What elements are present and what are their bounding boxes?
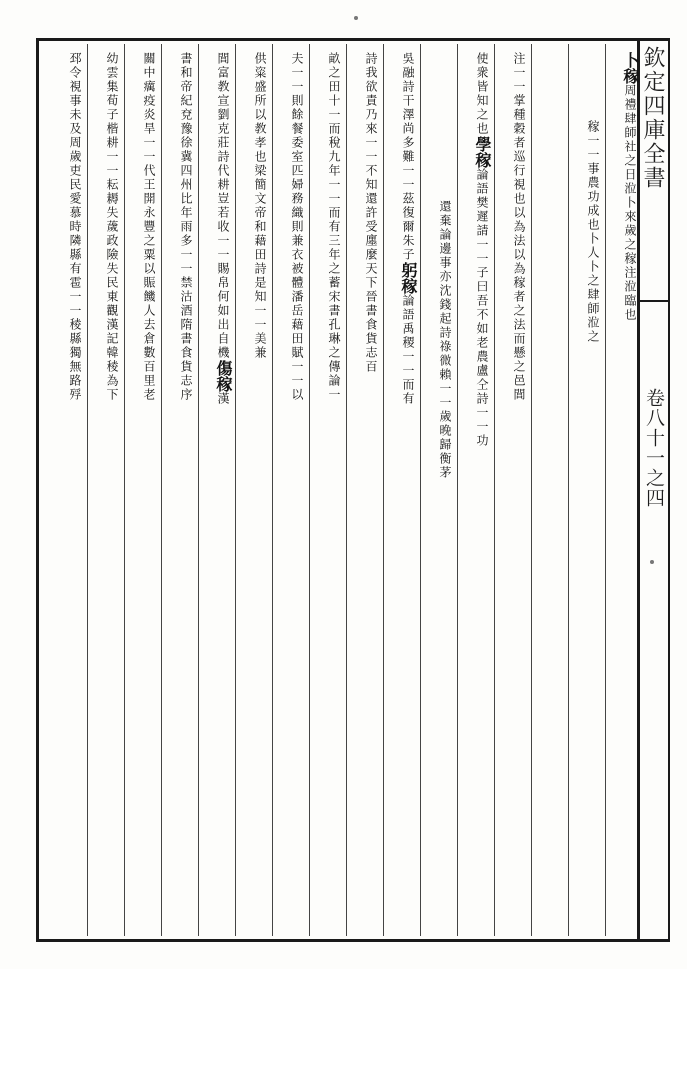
column-text: 閭富教宣劉克莊詩代耕豈若收一一賜帛何如出自機 <box>216 52 230 360</box>
scan-speck <box>354 16 358 20</box>
column-text: 供粢盛所以教孝也梁簡文帝和藉田詩是知一一美兼 <box>253 52 267 360</box>
column-text: 周禮肆師社之日涖卜來歲之稼注涖臨也 <box>623 84 637 322</box>
column-text: 論語樊遲請一一子曰吾不如老農盧仝詩一一功 <box>475 168 489 448</box>
column-text: 幼雲集荀子楷耕一一耘耨失薉政險失民東觀漢記韓稜為下 <box>105 52 119 402</box>
column-text: 注一一掌種穀者巡行視也以為法以為稼者之法而懸之邑閭 <box>512 52 526 402</box>
book-title: 欽定四庫全書 <box>640 46 665 190</box>
column-text: 關中癘疫炎旱一一代王開永豐之粟以賑饑人去倉數百里老 <box>142 52 156 402</box>
column-text: 邳令視事未及周歲吏民愛慕時隣縣有雹一一稜縣獨無路殍 <box>68 52 82 402</box>
column-text: 稼一一事農功成也卜人卜之肆師涖之 <box>586 120 600 344</box>
column-rule <box>568 44 569 936</box>
column-text: 天下晉書食貨志百 <box>364 262 378 374</box>
column-text: 詩我欲責乃來一一不知還許受廛麼 <box>364 52 378 262</box>
column-text: 吳融詩干澤尚多難一一茲復爾朱子 <box>401 52 415 262</box>
column-text: 畝之田十一而稅九年一一而有三年之蓄宋書孔琳之傳論一 <box>327 52 341 402</box>
column-text: 夫一一則餘餐委室匹婦務織則兼衣被體潘岳藉田賦一一以 <box>290 52 304 402</box>
entry-heading: 學稼 <box>473 136 492 168</box>
text-column <box>52 52 98 932</box>
column-text: 還棄論邊事亦沈錢起詩祿微賴一一歲晚歸衡茅 <box>438 200 452 480</box>
column-text: 漢 <box>216 392 230 406</box>
column-text: 使衆皆知之也 <box>475 52 489 136</box>
entry-heading: 躬稼 <box>399 262 418 294</box>
column-text: 論語禹稷一一而有 <box>401 294 415 406</box>
entry-heading: 傷稼 <box>214 360 233 392</box>
column-text: 書和帝紀兗豫徐冀四州比年雨多一一禁沽酒隋書食貨志序 <box>179 52 193 402</box>
volume-label: 卷八十一之四 <box>643 388 665 508</box>
entry-heading: 卜稼 <box>621 52 640 84</box>
scan-speck <box>650 560 654 564</box>
text-column <box>570 120 616 1000</box>
